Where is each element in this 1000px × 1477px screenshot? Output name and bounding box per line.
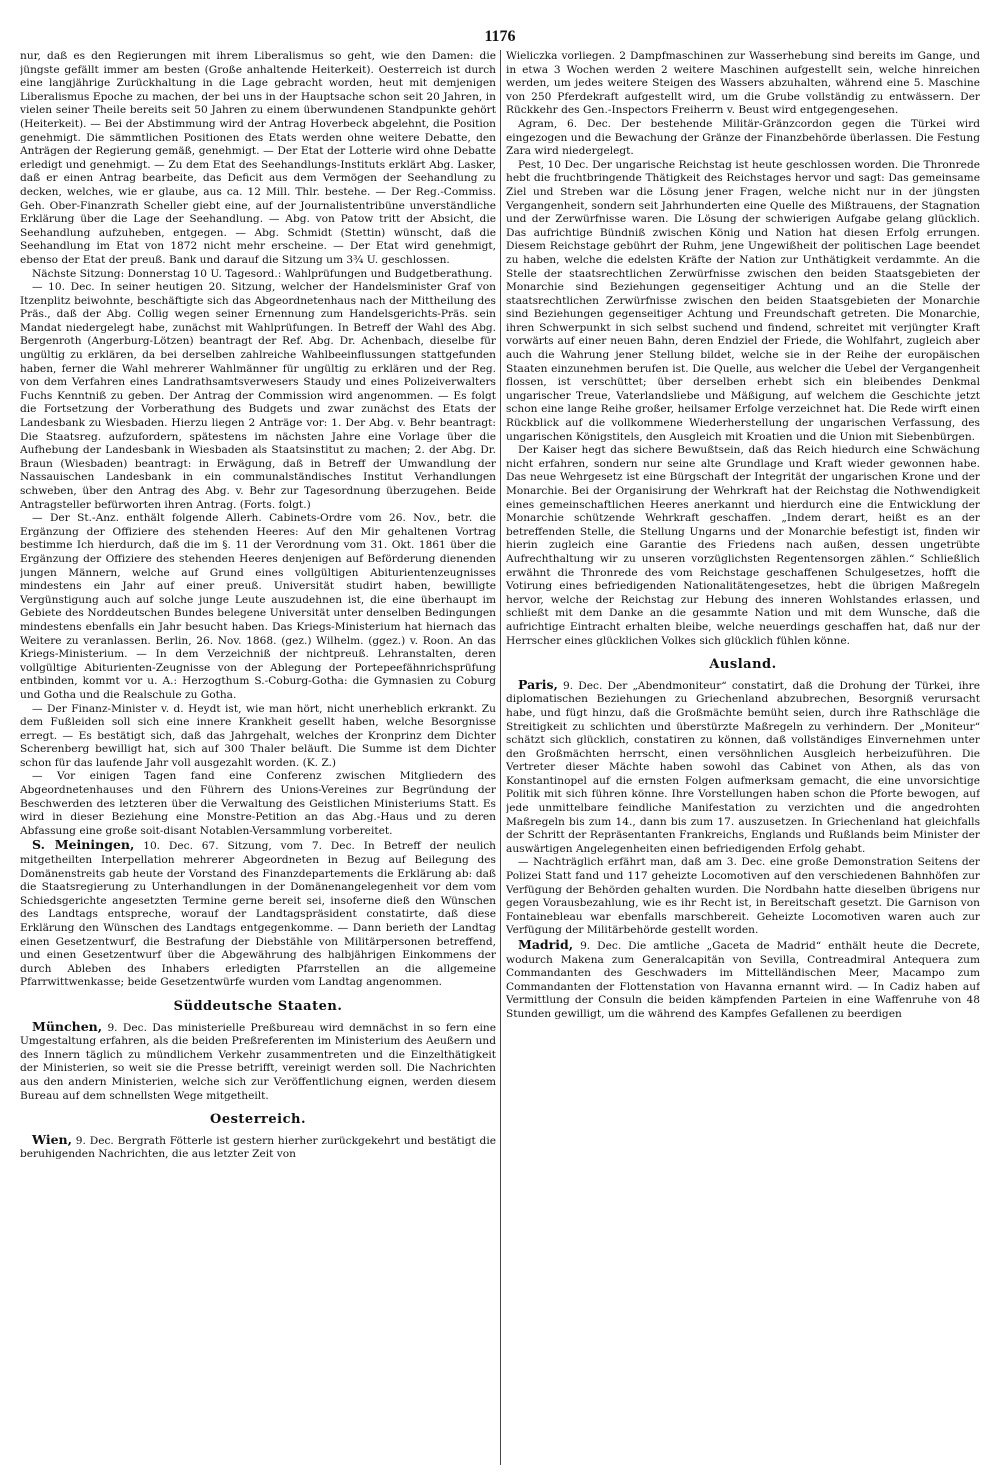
section-heading: Süddeutsche Staaten. [173,998,343,1014]
section-heading: Oesterreich. [210,1112,306,1128]
article-paragraph: Nächste Sitzung: Donnerstag 10 U. Tagesord.: Wahlprüfungen und Budgetberathung. [32,267,493,280]
article-text: 10. Dec. 67. Sitzung, vom 7. Dec. In Betreff der neulich mitgetheilten Interpellation mehrerer Abgeordneten in Bezug auf Beilegung des Domänenstreits gab heute der Vorstand des Finanzdepartements die Erklärung ab: daß die Staatsregierung zu Unterhandlungen in der Domänenangelegenheit vor dem vom Schiedsgerichte angesetzten Termine gerne bereit sei, insoferne dieß den Wünschen des Landtags entspreche, worauf der Landtagspräsident constatirte, daß diese Erklärung den Wünschen des Landtags entgegenkomme. — Dann berieth der Landtag einen Gesetzentwurf, die Bestrafung der Diebstähle von Militärpersonen betreffend, und einen Gesetzentwurf über die Abgewährung des halbjährigen Einkommens der durch Ableben des Inhabers erledigten Pfarrstellen an die allgemeine Pfarrwittwenkasse; beide Gesetzentwürfe wurden vom Landtag angenommen. [20,840,496,989]
article-paragraph: — 10. Dec. In seiner heutigen 20. Sitzung, welcher der Handelsminister Graf von Itzenplitz beiwohnte, beschäftigte sich das Abgeordnetenhaus nach der Mittheilung des Präs., daß der Abg. Collig wegen seiner Ernennung zum Handelsgerichts-Präs. sein Mandat niedergelegt habe, zunächst mit Wahlprüfungen. In Betreff der Wahl des Abg. Bergenroth (Angerburg-Lötzen) beantragt der Ref. Abg. Dr. Achenbach, dieselbe für ungültig zu erklären, da bei derselben zahlreiche Wahlbeeinflussungen stattgefunden haben, ferner die Wahl mehrerer Wahlmänner für ungültig zu erklären und der Reg. von dem Verfahren eines Landrathsamtsverwesers Staudy und eines Polizeiverwalters Fuchs Kenntniß zu geben. Der Antrag der Commission wird angenommen. — Es folgt die Fortsetzung der Vorberathung des Budgets und zwar zunächst des Etats der Landesbank zu Wiesbaden. Hierzu liegen 2 Anträge vor: 1. Der Abg. v. Behr beantragt: Die Staatsreg. aufzufordern, spätestens im nächsten Jahre eine Vorlage über die Aufhebung der Landesbank in Wiesbaden als Staatsinstitut zu machen; 2. der Abg. Dr. Braun (Wiesbaden) beantragt: in Erwägung, daß in Betreff der Umwandlung der Nassauischen Landesbank in ein communalständisches Institut Verhandlungen schweben, über den Antrag des Abg. v. Behr zur Tagesordnung überzugehen. Beide Antragsteller befürworten ihren Antrag. (Forts. folgt.) [20,281,496,511]
article-paragraph: Wieliczka vorliegen. 2 Dampfmaschinen zur Wasserhebung sind bereits im Gange, und in etwa 3 Wochen werden 2 weitere Maschinen aufgestellt sein, welche hinreichen werden, um jedes weitere Steigen des Wassers abzuhalten, während eine 5. Maschine von 250 Pferdekraft aufgestellt wird, um die Grube vollständig zu entwässern. Der Rückkehr des Gen.-Inspectors Freiherrn v. Beust wird entgegengesehen. [506,50,980,117]
article-paragraph [20,1133,496,1162]
dateline-place: Wien, [32,1131,72,1147]
dateline-place: Paris, [518,676,558,692]
article-paragraph: — Vor einigen Tagen fand eine Conferenz zwischen Mitgliedern des Abgeordnetenhauses und den Führern des Unions-Vereines zur Begründung der Beschwerden des letzteren über die Verwaltung des Geistlichen Ministeriums Statt. Es wird in dieser Beziehung eine Monstre-Petition an das Abg.-Haus und zu deren Abfassung eine große soit-disant Notablen-Versammlung vorbereitet. [20,770,496,837]
dateline-place: Madrid, [518,937,574,952]
page-number: 1176 [484,28,516,45]
article-paragraph: — Nachträglich erfährt man, daß am 3. Dec. eine große Demonstration Seitens der Polizei Statt fand und 117 geheizte Locomotiven auf den verschiedenen Bahnhöfen zur Verfügung der Behörden gehalten wurden. Die Nordbahn hatte dieselben übrigens nur gegen Vorausbezahlung, wie es ihr Recht ist, in Bereitschaft gesetzt. Die Garnison von Fontainebleau war ebenfalls marschbereit. Geheizte Locomotiven waren auch zur Verfügung der Militärbehörde gestellt worden. [506,856,980,937]
article-paragraph [20,838,496,990]
left-column [20,50,496,1465]
article-paragraph [506,938,980,1022]
article-paragraph [506,678,980,857]
article-paragraph: Der Kaiser hegt das sichere Bewußtsein, daß das Reich hiedurch eine Schwächung nicht erfahren, sondern nur seine alte Grundlage und Kraft wieder gewonnen habe. Das neue Wehrgesetz ist eine Bürgschaft der Integrität der ungarischen Krone und der Monarchie. Bei der Organisirung der Wehrkraft hat der Reichstag die Nothwendigkeit eines gemeinschaftlichen Heeres anerkannt und hierdurch eine die Entwicklung der Monarchie schützende Wehrkraft geschaffen. „Indem derart, heißt es an der betreffenden Stelle, die Stellung Ungarns und der Monarchie befestigt ist, finden wir hierin zugleich eine Garantie des Friedens nach außen, dessen ungetrübte Aufrechthaltung wir zu unseren vorzüglichsten Regentensorgen zählen.“ Schließlich erwähnt die Thronrede des vom Reichstage geschaffenen Schulgesetzes, hofft die Votirung eines befriedigenden Nationalitätengesetzes, hebt die übrigen Maßregeln hervor, welche der Reichstag zur Hebung des inneren Wohlstandes erlassen, und schließt mit dem Danke an die gesammte Nation und mit dem Wunsche, daß die aufrichtige Eintracht erhalten bleibe, welche neuerdings geschaffen hat, daß nur der Herrscher eines glücklichen Volkes sich glücklich fühlen könne. [506,444,980,647]
article-paragraph: Pest, 10 Dec. Der ungarische Reichstag ist heute geschlossen worden. Die Thronrede hebt die fruchtbringende Thätigkeit des Reichstages hervor und sagt: Das gemeinsame Ziel und Streben war die Lösung jener Fragen, welche nicht nur in der jüngsten Vergangenheit, sondern seit Jahrhunderten eine Quelle des Mißtrauens, der Stagnation und der Zerwürfnisse waren. Die Lösung der schwierigen Aufgabe gelang glücklich. Das aufrichtige Bündniß zwischen König und Nation hat diesen Erfolg errungen. Diesem Reichstage gebührt der Ruhm, jene Ungewißheit der politischen Lage beendet zu haben, welche die edelsten Kräfte der Nation zur Unthätigkeit verdammte. An die Stelle der staatsrechtlichen Zerwürfnisse zwischen den beiden Staatsgebieten der Monarchie sind Beziehungen gegenseitiger Achtung und an die Stelle der staatsrechtlichen Zerwürfnisse zwischen den beiden Staatsgebieten der Monarchie sind Beziehungen gegenseitiger Achtung und Freundschaft getreten. Die Monarchie, ihren Schwerpunkt in sich selbst suchend und findend, schreitet mit verjüngter Kraft vorwärts auf einer neuen Bahn, deren Endziel der Friede, die Wohlfahrt, zugleich aber auch die Wahrung jener Stellung bildet, welche sie in der Reihe der europäischen Staaten einzunehmen berufen ist. Die Quelle, aus welcher die Uebel der Vergangenheit flossen, ist verschüttet; über derselben erhebt sich ein bleibendes Denkmal ungarischer Treue, Vaterlandsliebe und Mäßigung, auf welchem die Geschichte jetzt schon eine lange Reihe großer, heilsamer Erfolge verzeichnet hat. Die Rede wirft einen Rückblick auf die vollkommene Wiederherstellung der ungarischen Verfassung, des ungarischen Königstitels, den Ausgleich mit Kroatien und die Union mit Siebenbürgen. [506,158,980,443]
article-paragraph: nur, daß es den Regierungen mit ihrem Liberalismus so geht, wie den Damen: die jüngste gefällt immer am besten (Große anhaltende Heiterkeit). Oesterreich ist durch eine langjährige Zurückhaltung in die Lage gebracht worden, heut mit demjenigen Liberalismus Epoche zu machen, der bei uns in der Hauptsache schon seit 20 Jahren, in vielen seiner Theile bereits seit 50 Jahren zu einem überwundenen Standpunkte gehört (Heiterkeit). — Bei der Abstimmung wird der Antrag Hoverbeck abgelehnt, die Position genehmigt. Die sämmtlichen Positionen des Etats werden ohne weitere Debatte, den Anträgen der Regierung gemäß, genehmigt. — Der Etat der Lotterie wird ohne Debatte erledigt und genehmigt. — Zu dem Etat des Seehandlungs-Instituts erklärt Abg. Lasker, daß er einen Antrag bearbeite, das Deficit aus dem Vermögen der Seehandlung zu decken, welches, wie er glaube, aus ca. 12 Mill. Thlr. bestehe. — Der Reg.-Commiss. Geh. Ober-Finanzrath Scheller giebt eine, auf der Journalistentribüne unverständliche Erklärung über die Lage der Seehandlung. — Abg. von Patow tritt der Absicht, die Seehandlung aufzuheben, entgegen. — Abg. Schmidt (Stettin) wünscht, daß die Seehandlung im Etat von 1872 nicht mehr erscheine. — Der Etat wird genehmigt, ebenso der Etat der preuß. Bank und darauf die Sitzung um 3¾ U. geschlossen. [20,50,496,266]
dateline-place: S. Meiningen, [32,837,135,853]
article-text: 9. Dec. Der „Abendmoniteur“ constatirt, daß die Drohung der Türkei, ihre diplomatischen Beziehungen zu Griechenland abzubrechen, Besorgniß verursacht habe, und fügt hinzu, daß die Großmächte bemüht seien, durch ihre Rathschläge die Streitigkeit zu schlichten und überstürzte Maßregeln zu verhindern. Der „Moniteur“ schätzt sich glücklich, constatiren zu können, daß vollständiges Einvernehmen unter den Großmächten herrscht, einen versöhnlichen Ausgleich herbeizuführen. Die Vertreter dieser Mächte haben sowohl das Cabinet von Athen, als das von Konstantinopel auf die ernsten Folgen aufmerksam gemacht, die eine unvorsichtige Politik mit sich führen könne. Ihre Vorstellungen haben schon die Pforte bewogen, auf jede unmittelbare feindliche Manifestation zu verzichten und die angedrohten Maßregeln bis zum 14., dann bis zum 17. auszusetzen. In Griechenland hat gleichfalls der Schritt der Repräsentanten Frankreichs, Englands und Rußlands beim Minister der auswärtigen Angelegenheiten einen befriedigenden Erfolg gehabt. [506,679,980,855]
article-text: 9. Dec. Bergrath Fötterle ist gestern hierher zurückgekehrt und bestätigt die beruhigenden Nachrichten, die aus letzter Zeit von [20,1134,496,1161]
article-paragraph: — Der Finanz-Minister v. d. Heydt ist, wie man hört, nicht unerheblich erkrankt. Zu dem Fußleiden soll sich eine innere Krankheit gesellt haben, welche Besorgnisse erregt. — Es bestätigt sich, daß das Jahrgehalt, welches der Kronprinz dem Dichter Scherenberg bewilligt hat, sich auf 300 Thaler beläuft. Die Summe ist dem Dichter schon für das laufende Jahr voll ausgezahlt worden. (K. Z.) [20,702,496,769]
article-text: 9. Dec. Das ministerielle Preßbureau wird demnächst in so fern eine Umgestaltung erfahren, als die beiden Preßreferenten im Ministerium des Aeußern und des Innern täglich zu mündlichem Verkehr zusammentreten und die Einzelthätigkeit der Ministerien, so weit sie die Presse betrifft, vereinigt werden soll. Die Nachrichten aus den andern Ministerien, welche sich zur Veröffentlichung eignen, werden diesem Bureau auf dem schnellsten Wege mitgetheilt. [20,1021,496,1102]
article-paragraph: — Der St.-Anz. enthält folgende Allerh. Cabinets-Ordre vom 26. Nov., betr. die Ergänzung der Offiziere des stehenden Heeres: Auf den Mir gehaltenen Vortrag bestimme Ich hierdurch, daß die im §. 11 der Verordnung vom 31. Okt. 1861 über die Ergänzung der Offiziere des stehenden Heeres denjenigen auf Beförderung dienenden jungen Männern, welche auf Grund eines vollgültigen Abiturientenzeugnisses mindestens ein Jahr auf einer preuß. Universität studirt haben, bewilligte Vergünstigung auch auf solche junge Leute auszudehnen ist, die eine überhaupt im Gebiete des Norddeutschen Bundes belegene Universität unter denselben Bedingungen mindestens ebenfalls ein Jahr besucht haben. Das Kriegs-Ministerium hat hiernach das Weitere zu veranlassen. Berlin, 26. Nov. 1868. (gez.) Wilhelm. (ggez.) v. Roon. An das Kriegs-Ministerium. — In dem Verzeichniß der nichtpreuß. Lehranstalten, deren vollgültige Abiturienten-Zeugnisse von der Ablegung der Portepeefähnrichsprüfung entbinden, kommt vor u. A.: Herzogthum S.-Coburg-Gotha: die Gymnasien zu Coburg und Gotha und die Realschule zu Gotha. [20,512,496,701]
article-paragraph [20,1020,496,1104]
article-paragraph: Agram, 6. Dec. Der bestehende Militär-Gränzcordon gegen die Türkei wird eingezogen und die Bewachung der Gränze der Finanzbehörde überlassen. Die Festung Zara wird niedergelegt. [506,117,980,158]
dateline-place: München, [32,1018,103,1034]
article-text: 9. Dec. Die amtliche „Gaceta de Madrid“ enthält heute die Decrete, wodurch Makena zum Generalcapitän von Sevilla, Contreadmiral Antequera zum Commandanten des Geschwaders im Mittelländischen Meer, Macampo zum Commandanten der Flottenstation von Havanna ernannt wird. — In Cadiz haben auf Vermittlung der Consuln die beiden kämpfenden Parteien in eine Waffenruhe von 48 Stunden gewilligt, um die während des Kampfes Gefallenen zu beerdigen [506,940,980,1020]
section-heading: Ausland. [709,657,777,673]
column-divider [500,50,501,1465]
right-column [506,50,980,1465]
